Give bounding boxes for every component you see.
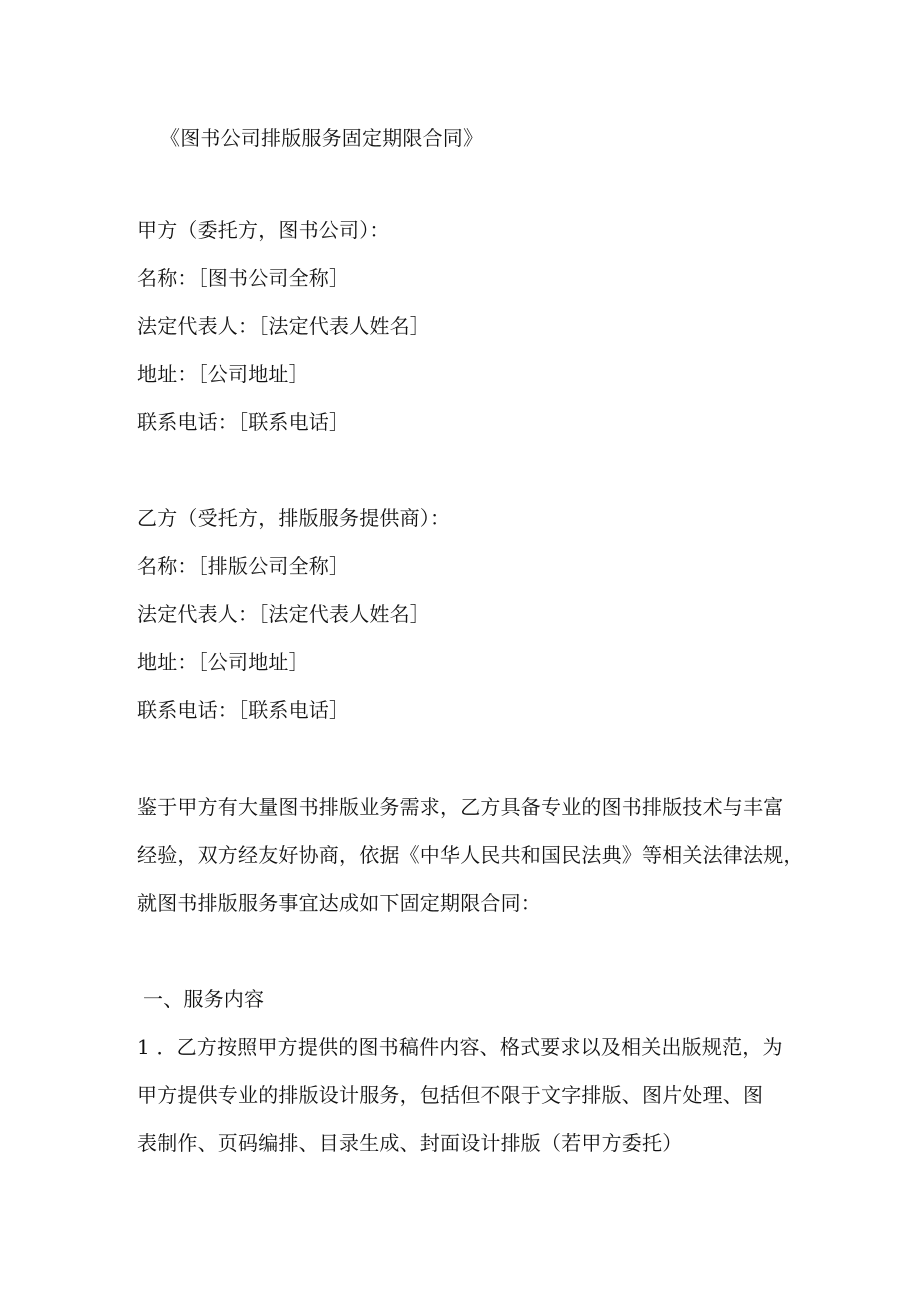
party-a-phone: 联系电话：［联系电话］ bbox=[137, 410, 350, 434]
party-b-heading: 乙方（受托方，排版服务提供商）： bbox=[137, 506, 451, 530]
party-b-representative: 法定代表人：［法定代表人姓名］ bbox=[137, 602, 430, 626]
clause-line: 1 ．乙方按照甲方提供的图书稿件内容、格式要求以及相关出版规范，为 bbox=[137, 1035, 783, 1059]
party-b-name: 名称：［排版公司全称］ bbox=[137, 554, 350, 578]
clause-line: 表制作、页码编排、目录生成、封面设计排版（若甲方委托） bbox=[137, 1131, 683, 1155]
clause-line: 甲方提供专业的排版设计服务，包括但不限于文字排版、图片处理、图 bbox=[137, 1083, 764, 1107]
party-b-address: 地址：［公司地址］ bbox=[137, 650, 309, 674]
preamble-line: 鉴于甲方有大量图书排版业务需求，乙方具备专业的图书排版技术与丰富 bbox=[137, 795, 784, 819]
party-b-phone: 联系电话：［联系电话］ bbox=[137, 698, 350, 722]
preamble-line: 经验，双方经友好协商，依据《中华人民共和国民法典》等相关法律法规， bbox=[137, 843, 804, 867]
document-title: 《图书公司排版服务固定期限合同》 bbox=[160, 126, 484, 150]
preamble-line: 就图书排版服务事宜达成如下固定期限合同： bbox=[137, 891, 541, 915]
section-heading: 一、服务内容 bbox=[143, 987, 265, 1011]
party-a-heading: 甲方（委托方，图书公司）： bbox=[137, 218, 390, 242]
party-a-address: 地址：［公司地址］ bbox=[137, 362, 309, 386]
party-a-representative: 法定代表人：［法定代表人姓名］ bbox=[137, 314, 430, 338]
party-a-name: 名称：［图书公司全称］ bbox=[137, 266, 350, 290]
